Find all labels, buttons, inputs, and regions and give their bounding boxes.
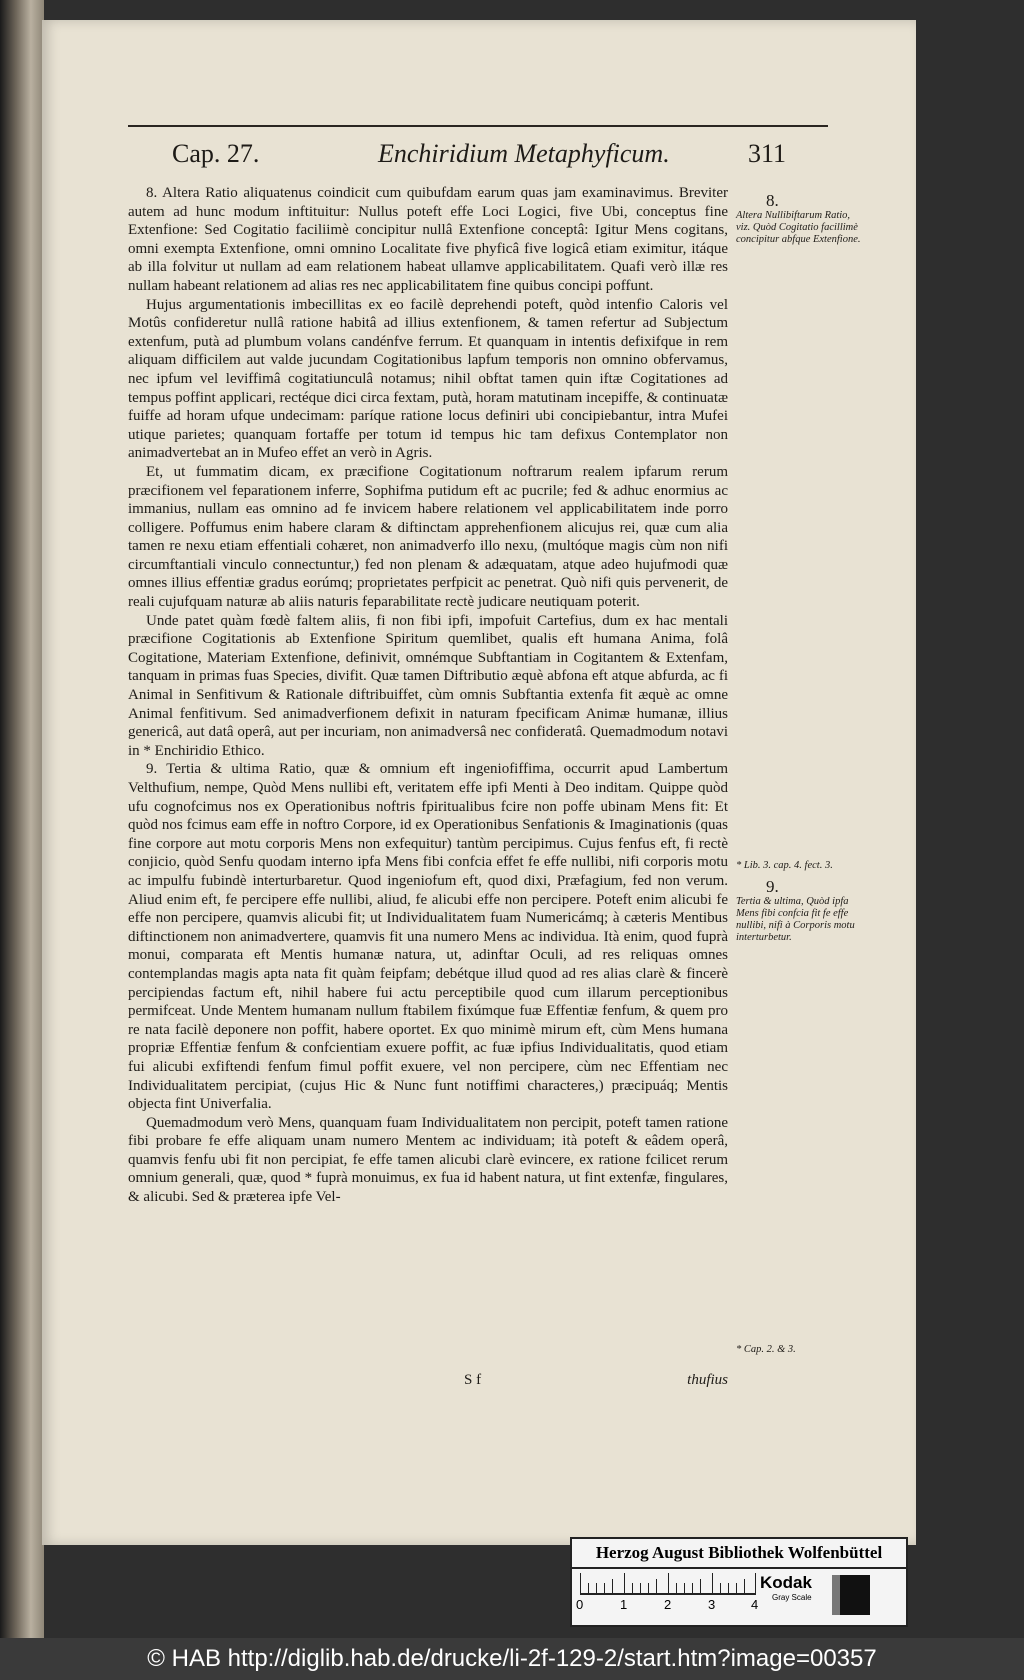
ruler-scale	[580, 1573, 756, 1595]
ruler-tick	[728, 1583, 729, 1593]
book-page	[42, 20, 916, 1545]
paragraph: Et, ut fummatim dicam, ex præcifione Cogitationum noftrarum realem ipfarum rerum præcifionem vel feparationem inferre, Sophifma putidum eft ac pucrile; fed & adhuc enormius ac immanius, nullam eas omnino ad fe invicem habere relationem vel applicabilitatem inde porro colligere. Poffumus enim habere claram & diftinctam apprehenfionem alicujus rei, quæ cum alia tamen re nexu etiam effentiali cohæret, non animadverfo illo nexu, (multóque magis cùm non nifi circumftantiali vinculo connectuntur,) fed non plenam & adæquatam, atque adeo hujufmodi quæ omnes illius effentiæ gradus eorúmq; proprietates perfpicit ac penetrat. Quò nifi quis pervenerit, de reali cujufquam naturæ ab aliis naturis feparabilitate rectè judicare neutiquam poterit.	[128, 463, 728, 611]
paragraph: Unde patet quàm fœdè faltem aliis, fi non fibi ipfi, impofuit Cartefius, dum ex hac mentali præcifione Cogitationis ab Extenfione Spiritum quemlibet, qualis eft humana Anima, folâ Cogitatione, Materiam Extenfione, definivit, omnémque Subftantiam in Cogitantem & Extenfam, tanquam in primas fuas Species, divifit. Quæ tamen Diftributio æquè abfona eft atque abfurda, ac fi Animal in Senfitivum & Rationale diftribuiffet, cùm omnis Subftantia extenfa fit æquè ac omne Animal fenfitivum. Sed animadverfionem defixit in naturam fpecificam Animæ humanæ, illius genericâ, aut datâ operâ, aut per incuriam, non animadversâ nec confideratâ. Quemadmodum notavi in * Enchiridio Ethico.	[128, 612, 728, 759]
margin-note-text: Tertia & ultima, Quòd ipfa Mens fibi confcia fit fe effe nullibi, nifi à Corporis motu interturbetur.	[736, 896, 855, 943]
ruler-tick	[648, 1583, 649, 1593]
ruler-tick	[712, 1573, 713, 1593]
margin-note-text: * Lib. 3. cap. 4. fect. 3.	[736, 860, 833, 871]
gray-patch	[832, 1575, 870, 1615]
ruler-number: 4	[751, 1597, 759, 1612]
ruler-tick	[668, 1573, 669, 1593]
margin-note	[736, 860, 866, 872]
running-title: Enchiridium Metaphyficum.	[378, 139, 670, 168]
ruler-tick	[656, 1579, 657, 1593]
paragraph: 9. Tertia & ultima Ratio, quæ & omnium eft ingeniofiffima, occurrit apud Lambertum Velthufium, nempe, Quòd Mens nullibi eft, veritatem effe ipfi Menti à Deo inditam. Quippe quòd ufu cognofcimus nos ex Operationibus noftris fpiritualibus fcire non poffe ubinam Mens fit: Et quòd nos fcimus eam effe in noftro Corpore, id ex Operationibus Senfationis & Imaginationis (quas fine corpore aut motu corporis Mens non exfequitur) tantùm percipimus. Cujus fenfus eft, fi rectè conjicio, quòd Senfu quodam interno ipfa Mens fibi confcia effet fe effe nullibi, nifi corporis motu ac impulfu fubindè interturbaretur. Quod ingeniofum eft, quod dixi, Præfagium, fed non verum. Aliud enim eft, fe percipere effe nullibi, aliud, fe alicubi effe non percipere. Poteft enim alicubi fe effe non percipere, quamvis alicubi fit; ut Individualitatem fuam Numericámq; à cæteris Mentibus diftinctionem non animadvertere, quamvis fit una numero Mens ac individua. Ità enim, quod fuprà monui, comparata eft Mentis humanæ natura, ut, adinftar Oculi, ad res reliquas omnes contemplandas magis apta nata fit quàm feipfam; debétque illud quod ad res alias clarè & fincerè percipiendas factum eft, nihil habere fui actu perceptibile quod cum illarum perceptionibus permifceat. Unde Mentem humanam nullum ftabilem fixúmque fuæ Effentiæ fenfum, & quem pro re nata facilè deponere non poffit, habere oportet. Ex quo minimè mirum eft, cùm Mens humana propriæ Effentiæ fenfum & confcientiam exuere poffit, ac fuæ ipfius Individualitatis, quod etiam fui alicubi exfiftendi fenfum fimul poffit exuere, vel non percipere, cùm nec Effentiam nec Individualitatem percipiat, (cujus Hic & Nunc funt notiffimi characteres,) præcipuáq; Mentis objecta fint Univerfalia.	[128, 761, 728, 1113]
library-name: Herzog August Bibliothek Wolfenbüttel	[572, 1539, 906, 1569]
gray-scale-label: Gray Scale	[772, 1593, 812, 1602]
ruler-number: 2	[664, 1597, 672, 1612]
color-target-card	[570, 1537, 908, 1627]
margin-note-text: Altera Nullibiftarum Ratio, viz. Quòd Cogitatio facillimè concipitur abfque Extenfione.	[736, 210, 861, 245]
ruler-number: 1	[620, 1597, 628, 1612]
ruler-tick	[580, 1573, 581, 1593]
running-header	[128, 125, 828, 177]
margin-note	[736, 1344, 866, 1356]
catchword: thufius	[687, 1372, 728, 1388]
signature-mark: S f	[464, 1372, 482, 1388]
ruler-tick	[632, 1583, 633, 1593]
ruler-tick	[624, 1573, 625, 1593]
ruler-tick	[604, 1583, 605, 1593]
margin-note	[736, 192, 866, 246]
ruler-tick	[736, 1583, 737, 1593]
ruler-tick	[676, 1583, 677, 1593]
page-footer	[128, 1372, 728, 1394]
margin-note-number: 8.	[766, 191, 779, 210]
paragraph: Quemadmodum verò Mens, quanquam fuam Individualitatem non percipit, poteft tamen ratione fibi probare fe effe aliquam unam numero Mentem ac individuam; ità poteft & eâdem operâ, quamvis fenfu ubi fit non percipiat, fe effe tamen alicubi clarè evincere, ex ratione fcilicet rerum omnium generali, quæ, quod * fuprà monuimus, ex fua id habent natura, ut fint extenfæ, fingulares, & alicubi. Sed & præterea ipfe Vel-	[128, 1114, 728, 1206]
copyright-bar: © HAB http://diglib.hab.de/drucke/li-2f-129-2/start.htm?image=00357	[0, 1638, 1024, 1680]
ruler-tick	[744, 1579, 745, 1593]
ruler-number: 3	[708, 1597, 716, 1612]
paragraph: 8. Altera Ratio aliquatenus coindicit cum quibufdam earum quas jam examinavimus. Breviter autem ad hunc modum inftituitur: Nullus poteft effe Loci Logici, five Ubi, conceptus fine Extenfione: Sed Cogitatio faciliimè concipitur nullâ Extenfione conceptâ: Igitur Mens cogitans, omni exempta Extenfione, omni omnino Localitate five phyficâ five logicâ etiam eximitur, itáque ab illa folvitur ut nullam ad eam relationem habeat ullamve applicabilitatem. Quafi verò illæ res nullam habeant relationem ad alias res nec applicabilitatem fine quibus concipi poffunt.	[128, 185, 728, 294]
margin-note-text: * Cap. 2. & 3.	[736, 1344, 796, 1355]
ruler-tick	[640, 1583, 641, 1593]
paragraph: Hujus argumentationis imbecillitas ex eo facilè deprehendi poteft, quòd intenfio Caloris vel Motûs confideretur nullâ ratione habitâ ad illius extenfionem, & tamen refertur ad Subjectum extenfum, putà ad plumbum volans candénfve ferrum. Et quanquam in intentis defixifque in rem aliquam difficilem aut valde jucundam Cogitationibus lapfum temporis non omnino obfervamus, nec ipfum vel leviffimâ cogitatiunculâ notamus; nihil obftat tamen quin iftæ Cogitationes ad tempus poffint applicari, rectéque dici circa fextam, putà, horam matutinam incepiffe, & continuatæ fuiffe ad horam ufque undecimam: paríque ratione locus definiri ubi concipiebantur, intra Mufei utique parietes; quanquam fortaffe per totum id tempus hic tam defixus Contemplator non animadvertebat an in Mufeo effet an verò in Agris.	[128, 296, 728, 462]
page-number: 311	[748, 139, 787, 168]
ruler-tick	[588, 1583, 589, 1593]
ruler-tick	[596, 1583, 597, 1593]
ruler-number: 0	[576, 1597, 584, 1612]
book-spine	[0, 0, 44, 1638]
ruler-tick	[755, 1573, 756, 1593]
chapter-label: Cap. 27.	[172, 139, 260, 168]
ruler-tick	[720, 1583, 721, 1593]
kodak-label	[760, 1573, 812, 1602]
ruler-tick	[612, 1579, 613, 1593]
margin-note	[736, 878, 866, 944]
ruler-tick	[700, 1579, 701, 1593]
margin-note-number: 9.	[766, 877, 779, 896]
kodak-brand: Kodak	[760, 1573, 812, 1592]
body-text	[128, 184, 728, 1207]
ruler-tick	[684, 1583, 685, 1593]
ruler-tick	[692, 1583, 693, 1593]
